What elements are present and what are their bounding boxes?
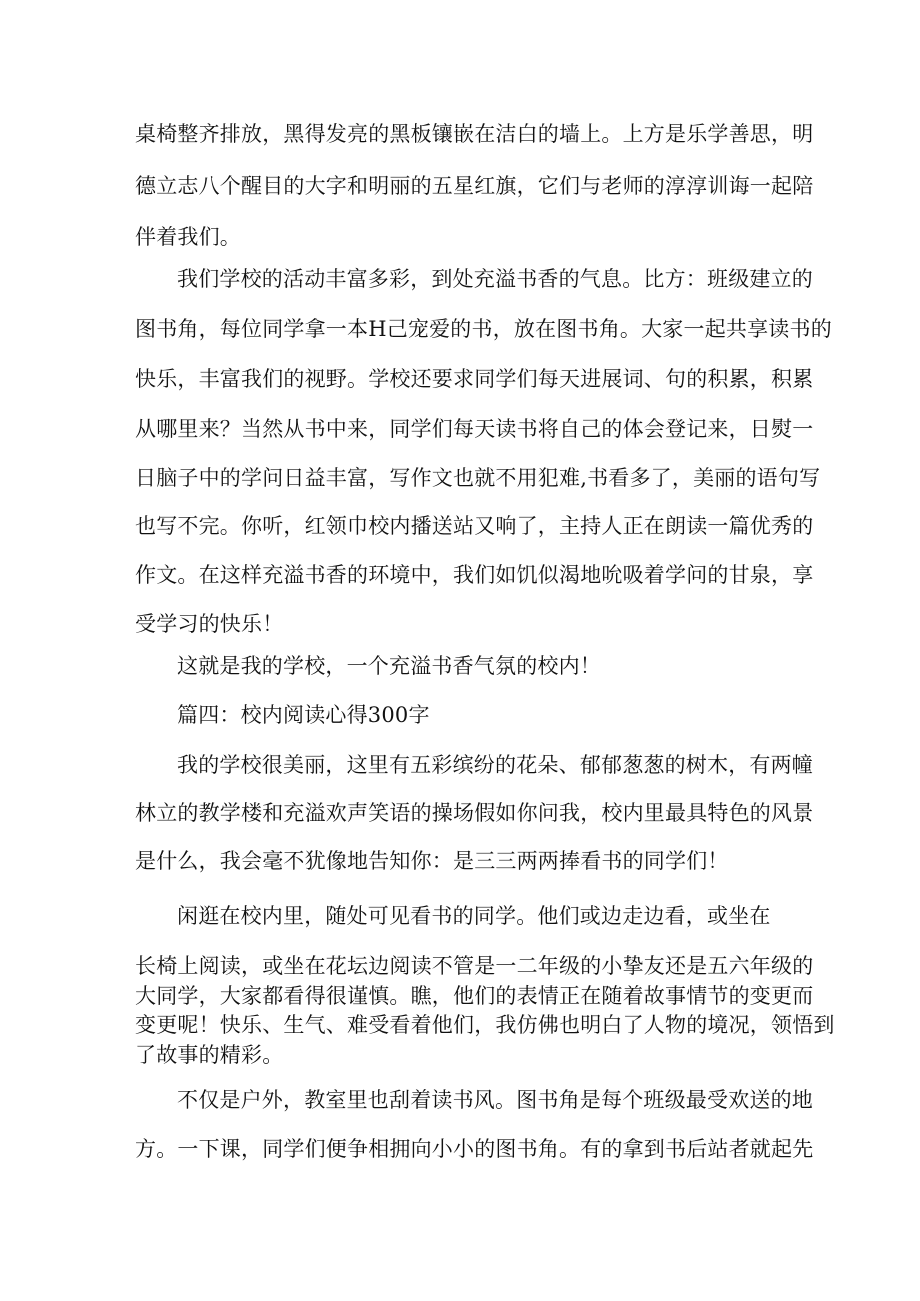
text-line: 方。一下课，同学们便争相拥向小小的图书角。有的拿到书后站者就起先: [135, 1137, 814, 1161]
text-line: 我们学校的活动丰富多彩，到处充溢书香的气息。比方：班级建立的: [177, 267, 813, 291]
section-heading: 篇四：校内阅读心得300字: [177, 703, 430, 727]
text-line: 我的学校很美丽，这里有五彩缤纷的花朵、郁郁葱葱的树木，有两幢: [177, 753, 813, 777]
text-line: 德立志八个醒目的大字和明丽的五星红旗，它们与老师的淳淳训诲一起陪: [135, 174, 814, 198]
text-line: 长椅上阅读，或坐在花坛边阅读不管是一二年级的小挚友还是五六年级的: [135, 954, 814, 978]
text-line: 作文。在这样充溢书香的环境中，我们如饥似渴地吮吸着学问的甘泉，享: [135, 563, 814, 587]
text-line: 桌椅整齐排放，黑得发亮的黑板镶嵌在洁白的墙上。上方是乐学善思，明: [135, 122, 814, 146]
text-line: 了故事的精彩。: [135, 1043, 284, 1067]
text-line: 变更呢！快乐、生气、难受看着他们，我仿佛也明白了人物的境况，领悟到: [135, 1013, 835, 1037]
text-line: 伴着我们。: [135, 225, 241, 249]
text-line: 图书角，每位同学拿一本H己宠爱的书，放在图书角。大家一起共享读书的: [135, 317, 832, 341]
text-line: 这就是我的学校，一个充溢书香气氛的校内！: [177, 654, 601, 678]
text-line: 不仅是户外，教室里也刮着读书风。图书角是每个班级最受欢送的地: [177, 1088, 813, 1112]
text-line: 大同学，大家都看得很谨慎。瞧，他们的表情正在随着故事情节的变更而: [135, 984, 814, 1008]
text-line: 日脑子中的学问日益丰富，写作文也就不用犯难,书看多了，美丽的语句写: [135, 466, 821, 490]
text-line: 林立的教学楼和充溢欢声笑语的操场假如你问我，校内里最具特色的风景: [135, 801, 814, 825]
text-line: 闲逛在校内里，随处可见看书的同学。他们或边走边看，或坐在: [177, 904, 771, 928]
text-line: 从哪里来？当然从书中来，同学们每天读书将自己的体会登记来，日熨一: [135, 417, 814, 441]
text-line: 受学习的快乐！: [135, 612, 284, 636]
text-line: 也写不完。你听，红领巾校内播送站又响了，主持人正在朗读一篇优秀的: [135, 514, 814, 538]
text-line: 是什么，我会毫不犹像地告知你：是三三两两捧看书的同学们！: [135, 849, 729, 873]
text-line: 快乐，丰富我们的视野。学校还要求同学们每天进展词、句的积累，积累: [135, 367, 814, 391]
